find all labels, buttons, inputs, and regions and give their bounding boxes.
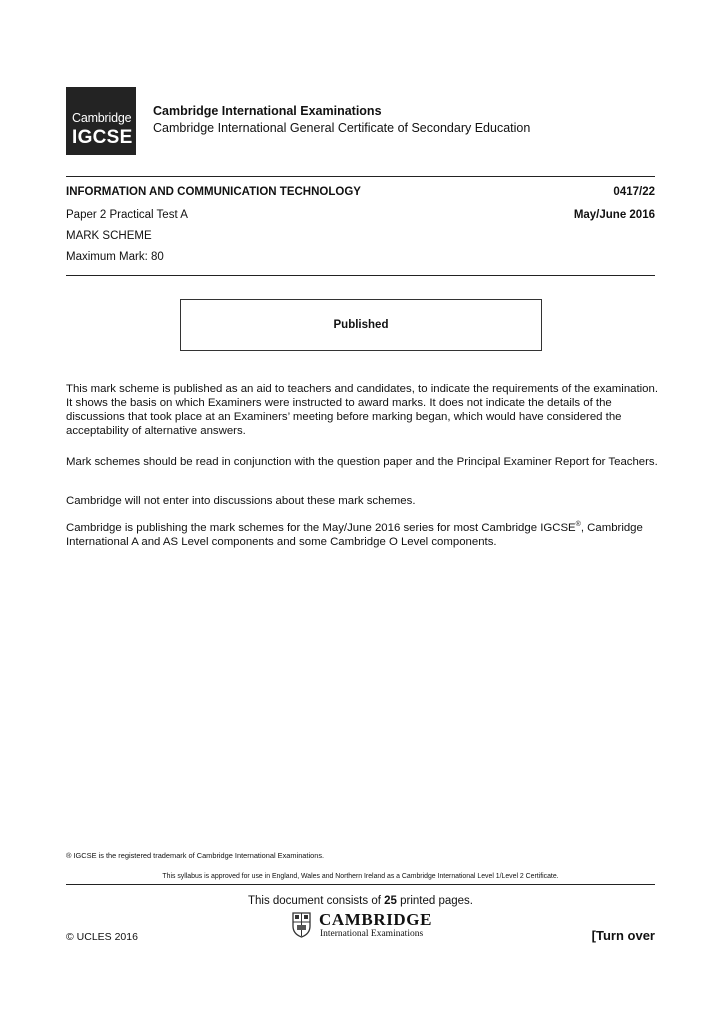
published-label: Published bbox=[333, 319, 389, 331]
maximum-mark: Maximum Mark: 80 bbox=[66, 251, 164, 263]
cambridge-wordmark-subtitle: International Examinations bbox=[320, 929, 424, 939]
page-count: 25 bbox=[384, 895, 397, 907]
header-bottom-rule bbox=[66, 275, 655, 276]
paper-title: Paper 2 Practical Test A bbox=[66, 209, 188, 221]
org-subtitle: Cambridge International General Certificate of Secondary Education bbox=[153, 121, 531, 135]
page-count-line bbox=[66, 895, 655, 907]
cambridge-crest-icon bbox=[292, 912, 311, 938]
top-rule bbox=[66, 176, 655, 177]
copyright: © UCLES 2016 bbox=[66, 931, 138, 943]
exam-session: May/June 2016 bbox=[573, 209, 655, 221]
approval-note: This syllabus is approved for use in England, Wales and Northern Ireland as a Cambridge International Level 1/Level 2 Certificate. bbox=[162, 873, 559, 880]
document-type: MARK SCHEME bbox=[66, 230, 152, 242]
published-box bbox=[180, 299, 542, 351]
footer-rule bbox=[66, 884, 655, 885]
igcse-logo bbox=[66, 87, 136, 155]
org-title: Cambridge International Examinations bbox=[153, 104, 382, 118]
publishing-paragraph bbox=[66, 521, 658, 549]
syllabus-code: 0417/22 bbox=[613, 186, 655, 198]
turn-over: [Turn over bbox=[591, 928, 655, 943]
logo-line1: Cambridge bbox=[72, 111, 132, 125]
publishing-text-start: Cambridge is publishing the mark schemes for the May/June 2016 series for most Cambridge IGCSE bbox=[66, 522, 576, 534]
trademark-note: ® IGCSE is the registered trademark of Cambridge International Examinations. bbox=[66, 851, 325, 860]
page-count-suffix: printed pages. bbox=[396, 895, 474, 907]
publishing-text-end: , Cambridge International A and AS Level components and some Cambridge O Level components. bbox=[66, 522, 643, 548]
cambridge-wordmark: CAMBRIDGE bbox=[319, 910, 433, 929]
registered-mark: ® bbox=[575, 521, 581, 529]
intro-paragraph: This mark scheme is published as an aid to teachers and candidates, to indicate the requirements of the examination. It shows the basis on which Examiners were instructed to award marks. It does not indicate the details of the discussions that took place at an Examiners’ meeting before marking began, which would have considered the acceptability of alternative answers. bbox=[66, 383, 659, 437]
subject-title: INFORMATION AND COMMUNICATION TECHNOLOGY bbox=[66, 186, 361, 198]
conjunction-paragraph: Mark schemes should be read in conjunction with the question paper and the Principal Examiner Report for Teachers. bbox=[66, 456, 658, 468]
page-count-prefix: This document consists of bbox=[247, 895, 385, 907]
no-discussion-paragraph: Cambridge will not enter into discussions about these mark schemes. bbox=[66, 495, 416, 507]
logo-line2: IGCSE bbox=[72, 127, 133, 148]
